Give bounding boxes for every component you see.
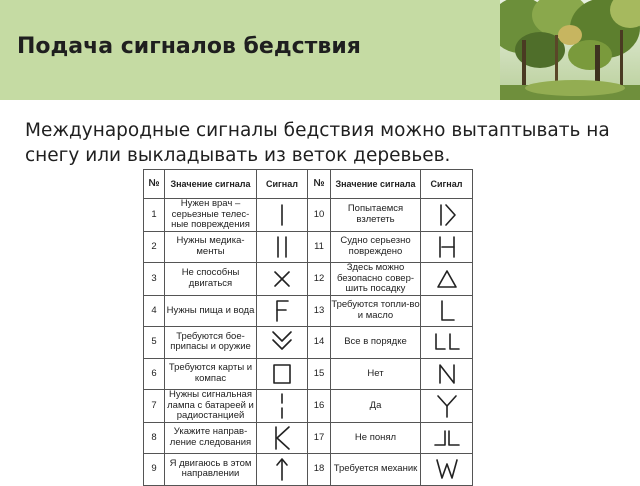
signal-meaning: Здесь можно безопасно совер-шить посадку bbox=[331, 263, 421, 296]
signal-number: 8 bbox=[144, 422, 165, 454]
signal-number: 11 bbox=[308, 231, 331, 263]
k-shape-icon bbox=[257, 423, 307, 453]
signal-meaning: Не понял bbox=[331, 422, 421, 454]
signal-number: 6 bbox=[144, 358, 165, 390]
n-shape-icon bbox=[421, 359, 472, 389]
double-chevron-icon bbox=[257, 327, 307, 357]
signal-number: 1 bbox=[144, 199, 165, 232]
signal-number: 7 bbox=[144, 390, 165, 423]
signal-number: 4 bbox=[144, 295, 165, 327]
signal-symbol bbox=[257, 231, 308, 263]
signal-symbol bbox=[421, 327, 473, 359]
signal-number: 14 bbox=[308, 327, 331, 359]
signal-meaning: Судно серьезно повреждено bbox=[331, 231, 421, 263]
title-banner bbox=[0, 0, 500, 100]
line-triangle-icon bbox=[421, 200, 472, 230]
f-shape-icon bbox=[257, 296, 307, 326]
signal-symbol bbox=[257, 199, 308, 232]
signal-meaning: Нужны пища и вода bbox=[165, 295, 257, 327]
signal-symbol bbox=[257, 327, 308, 359]
double-l-icon bbox=[421, 327, 472, 357]
signal-symbol bbox=[421, 199, 473, 232]
table-row bbox=[144, 199, 473, 232]
signal-number: 10 bbox=[308, 199, 331, 232]
signal-number: 18 bbox=[308, 454, 331, 486]
table-row bbox=[144, 295, 473, 327]
double-line-icon bbox=[257, 232, 307, 262]
signal-number: 5 bbox=[144, 327, 165, 359]
column-header-signal-left: Сигнал bbox=[257, 170, 308, 199]
table-header-row bbox=[144, 170, 473, 199]
signal-meaning: Я двигаюсь в этом направлении bbox=[165, 454, 257, 486]
distress-signals-table bbox=[143, 169, 473, 486]
signal-meaning: Все в порядке bbox=[331, 327, 421, 359]
signal-meaning: Требуется механик bbox=[331, 454, 421, 486]
column-header-meaning-right: Значение сигнала bbox=[331, 170, 421, 199]
signal-symbol bbox=[421, 454, 473, 486]
l-shape-icon bbox=[421, 296, 472, 326]
signal-number: 17 bbox=[308, 422, 331, 454]
signal-number: 3 bbox=[144, 263, 165, 296]
signal-symbol bbox=[421, 295, 473, 327]
signal-meaning: Требуются бое-припасы и оружие bbox=[165, 327, 257, 359]
x-cross-icon bbox=[257, 264, 307, 294]
h-barred-icon bbox=[421, 232, 472, 262]
signal-symbol bbox=[257, 390, 308, 423]
signal-meaning: Не способны двигаться bbox=[165, 263, 257, 296]
table-row bbox=[144, 390, 473, 423]
column-header-meaning-left: Значение сигнала bbox=[165, 170, 257, 199]
table-row bbox=[144, 358, 473, 390]
signal-meaning: Нужен врач – серьезные телес-ные повреждения bbox=[165, 199, 257, 232]
signal-meaning: Нужны медика-менты bbox=[165, 231, 257, 263]
single-line-icon bbox=[257, 200, 307, 230]
signal-meaning: Нужны сигнальная лампа с батареей и радиостанцией bbox=[165, 390, 257, 423]
square-icon bbox=[257, 359, 307, 389]
column-header-signal-right: Сигнал bbox=[421, 170, 473, 199]
y-shape-icon bbox=[421, 391, 472, 421]
signal-meaning: Укажите направ-ление следования bbox=[165, 422, 257, 454]
table-row bbox=[144, 263, 473, 296]
forest-photo bbox=[500, 0, 640, 100]
signal-symbol bbox=[421, 422, 473, 454]
signal-number: 16 bbox=[308, 390, 331, 423]
page-title: Подача сигналов бедствия bbox=[17, 34, 361, 59]
signal-meaning: Требуются топли-во и масло bbox=[331, 295, 421, 327]
signal-meaning: Требуются карты и компас bbox=[165, 358, 257, 390]
signal-number: 12 bbox=[308, 263, 331, 296]
signal-meaning: Нет bbox=[331, 358, 421, 390]
signal-meaning: Попытаемся взлететь bbox=[331, 199, 421, 232]
signal-number: 9 bbox=[144, 454, 165, 486]
table-row bbox=[144, 327, 473, 359]
signal-number: 15 bbox=[308, 358, 331, 390]
signal-number: 2 bbox=[144, 231, 165, 263]
jl-shape-icon bbox=[421, 423, 472, 453]
intro-text: Международные сигналы бедствия можно вытаптывать на снегу или выкладывать из веток деревьев. bbox=[25, 120, 610, 166]
signal-symbol bbox=[257, 454, 308, 486]
column-header-number-right: № bbox=[308, 170, 331, 199]
signal-number: 13 bbox=[308, 295, 331, 327]
table-row bbox=[144, 422, 473, 454]
signal-symbol bbox=[421, 358, 473, 390]
table-row bbox=[144, 454, 473, 486]
signal-symbol bbox=[421, 231, 473, 263]
dashed-line-icon bbox=[257, 391, 307, 421]
signal-symbol bbox=[257, 422, 308, 454]
signal-symbol bbox=[257, 263, 308, 296]
signal-symbol bbox=[257, 295, 308, 327]
signal-symbol bbox=[421, 390, 473, 423]
column-header-number-left: № bbox=[144, 170, 165, 199]
signal-symbol bbox=[257, 358, 308, 390]
triangle-icon bbox=[421, 264, 472, 294]
signal-symbol bbox=[421, 263, 473, 296]
signal-meaning: Да bbox=[331, 390, 421, 423]
table-row bbox=[144, 231, 473, 263]
